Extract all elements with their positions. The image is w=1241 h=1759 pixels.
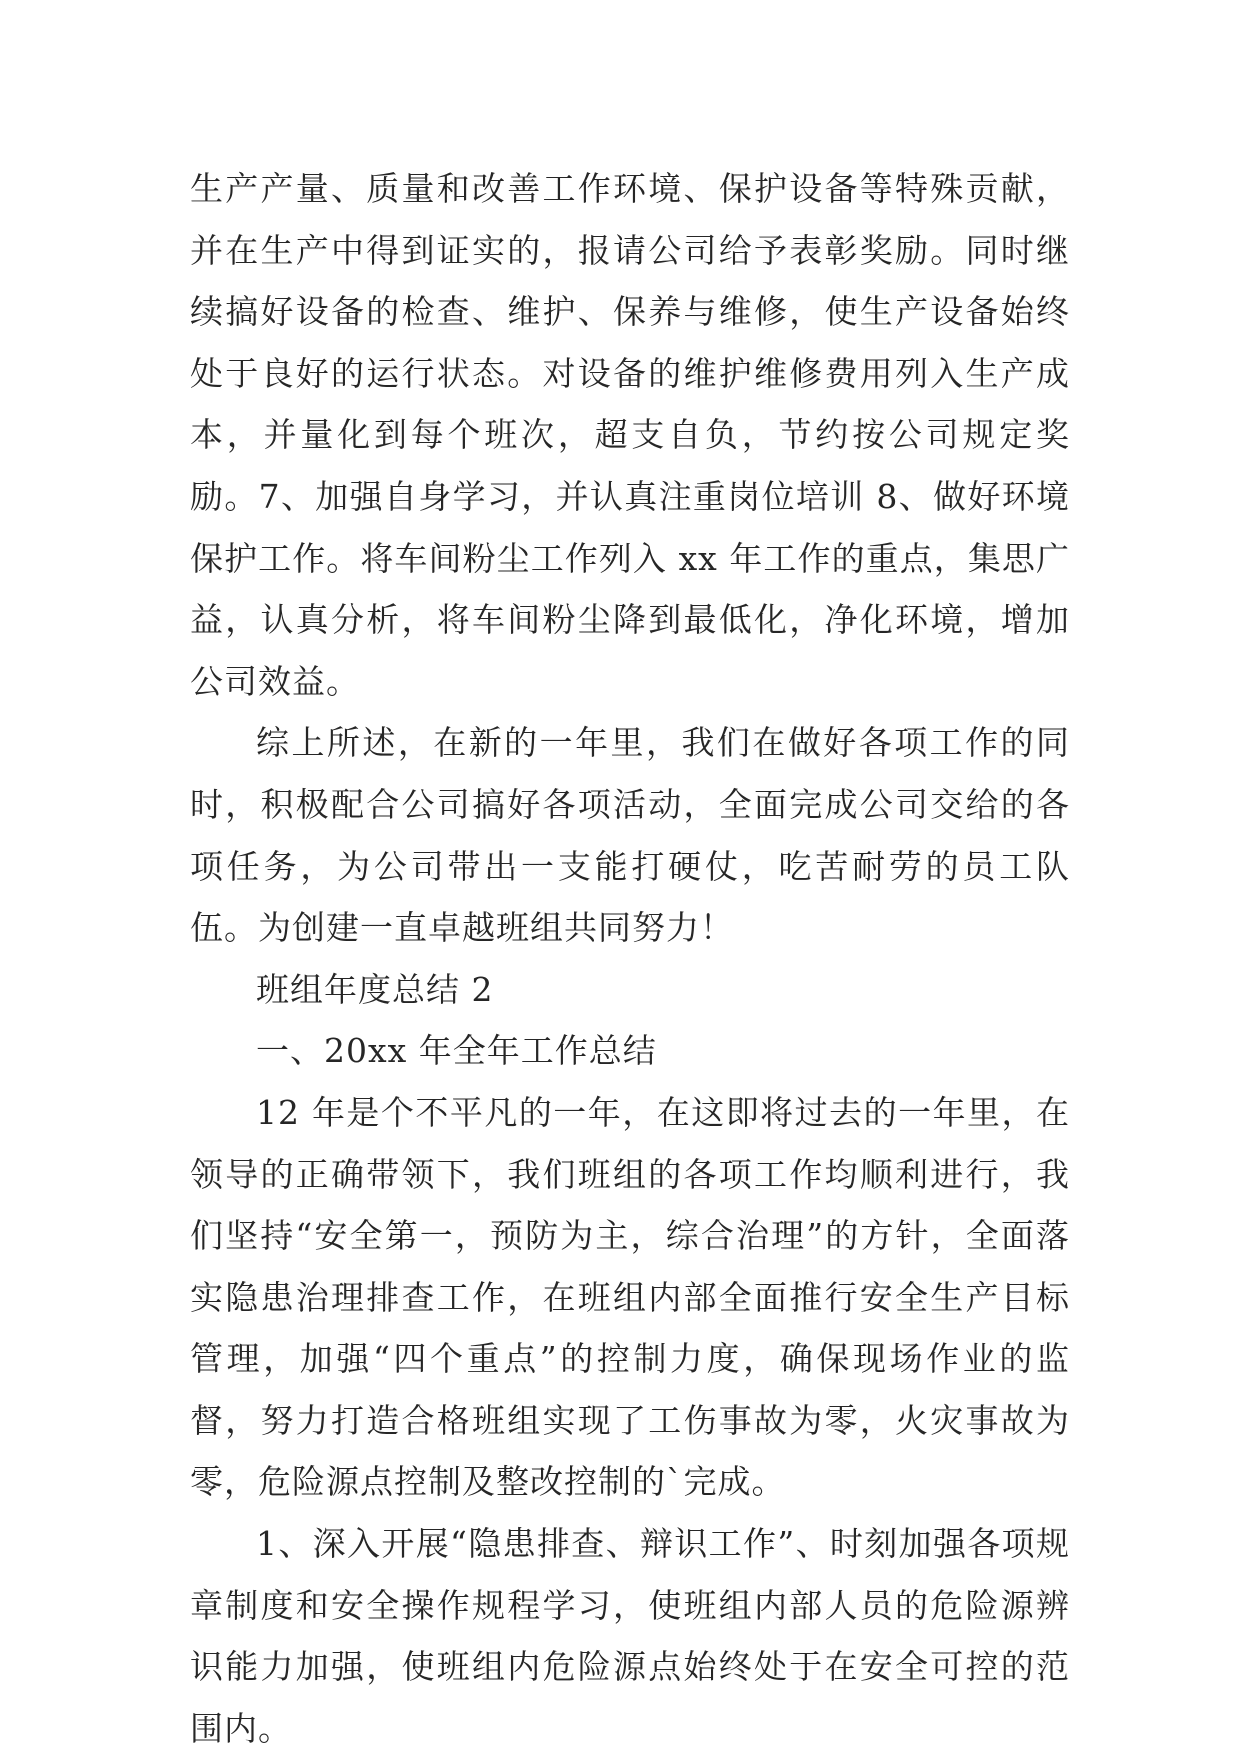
paragraph-hazard-inspection: 1、深入开展“隐患排查、辩识工作”、时刻加强各项规章制度和安全操作规程学习，使班组内部人员的危险源辨识能力加强，使班组内危险源点始终处于在安全可控的范围内。 [190,1524,1070,1748]
section-heading: 一、20xx 年全年工作总结 [256,1031,657,1071]
paragraph-annual-review: 12 年是个不平凡的一年，在这即将过去的一年里，在领导的正确带领下，我们班组的各项工作均顺利进行，我们坚持“安全第一，预防为主，综合治理”的方针，全面落实隐患治理排查工作，在班组内部全面推行安全生产目标管理，加强“四个重点”的控制力度，确保现场作业的监督，努力打造合格班组实现了工伤事故为零，火灾事故为零，危险源点控制及整改控制的`完成。 [190,1092,1070,1502]
document-body [190,158,1070,1759]
section-title: 班组年度总结 2 [256,969,494,1009]
paragraph-summary: 综上所述，在新的一年里，我们在做好各项工作的同时，积极配合公司搞好各项活动，全面完成公司交给的各项任务，为公司带出一支能打硬仗，吃苦耐劳的员工队伍。为创建一直卓越班组共同努力！ [190,723,1070,948]
paragraph-equipment-maintenance: 生产产量、质量和改善工作环境、保护设备等特殊贡献，并在生产中得到证实的，报请公司给予表彰奖励。同时继续搞好设备的检查、维护、保养与维修，使生产设备始终处于良好的运行状态。对设备的维护维修费用列入生产成本，并量化到每个班次，超支自负，节约按公司规定奖励。7、加强自身学习，并认真注重岗位培训 8、做好环境保护工作。将车间粉尘工作列入 xx 年工作的重点，集思广益，认真分析，将车间粉尘降到最低化，净化环境，增加公司效益。 [190,169,1070,701]
